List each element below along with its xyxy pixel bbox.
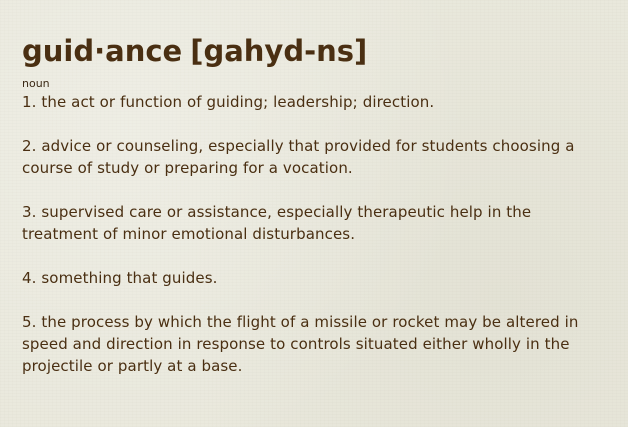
- part-of-speech: noun: [22, 77, 50, 90]
- definition-2: 2. advice or counseling, especially that provided for students choosing a course of study or preparing for a vocation.: [22, 137, 575, 177]
- pronunciation: [gahyd-ns]: [190, 34, 368, 68]
- definition-5: 5. the process by which the flight of a missile or rocket may be altered in speed and direction in response to controls situated either wholly in the projectile or partly at a base.: [22, 313, 579, 375]
- dictionary-entry: [22, 30, 612, 377]
- headword: guid·ance: [22, 34, 183, 68]
- entry-heading: [22, 30, 612, 72]
- definition-4: 4. something that guides.: [22, 269, 218, 287]
- definition-1: 1. the act or function of guiding; leadership; direction.: [22, 93, 435, 111]
- definition-3: 3. supervised care or assistance, especially therapeutic help in the treatment of minor emotional disturbances.: [22, 203, 532, 243]
